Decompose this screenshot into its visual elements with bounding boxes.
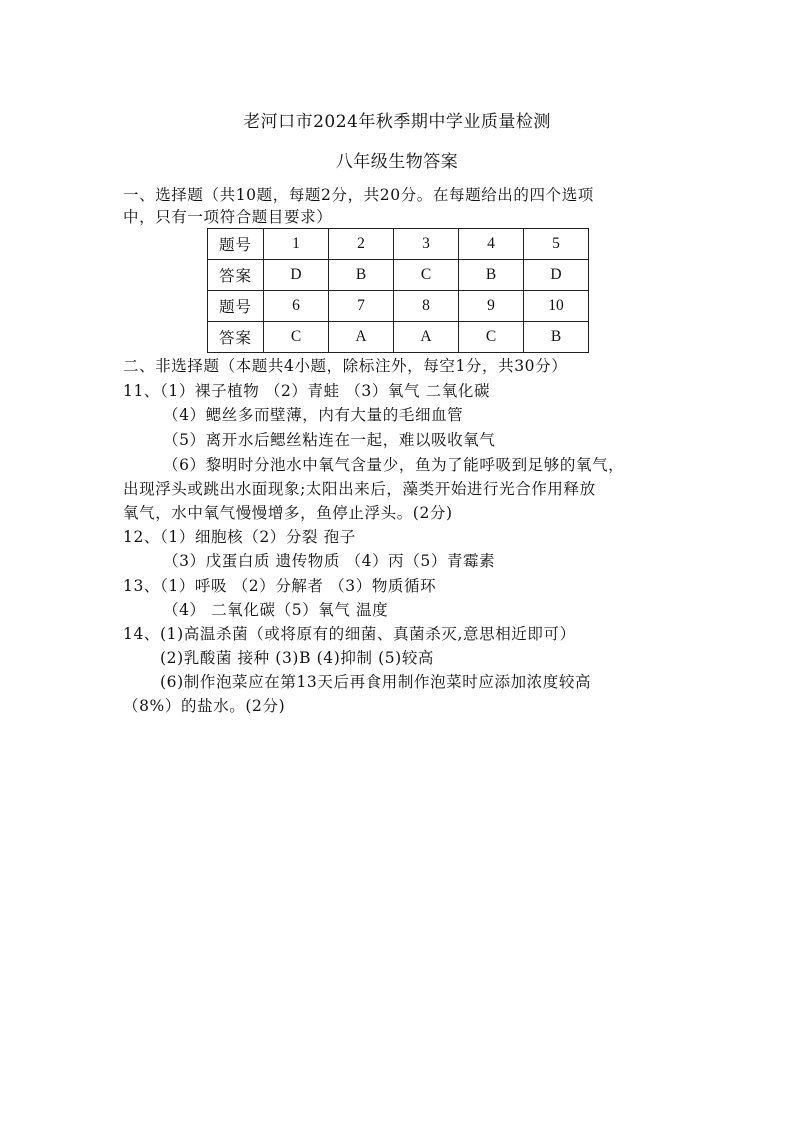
table-row xyxy=(208,229,589,260)
table-cell: B xyxy=(524,322,589,353)
table-cell: 7 xyxy=(329,291,394,322)
answer-line-14-1: 14、(1)高温杀菌（或将原有的细菌、真菌杀灭,意思相近即可） xyxy=(123,625,576,643)
table-cell: 3 xyxy=(394,229,459,260)
table-row xyxy=(208,291,589,322)
row-label: 答案 xyxy=(208,322,264,353)
table-cell: 6 xyxy=(264,291,329,322)
table-cell: 4 xyxy=(459,229,524,260)
section1-heading-line2: 中，只有一项符合题目要求） xyxy=(123,208,333,226)
answer-line-13-1: 13、（1）呼吸 （2）分解者 （3）物质循环 xyxy=(123,577,437,595)
table-cell: D xyxy=(524,260,589,291)
row-label: 答案 xyxy=(208,260,264,291)
table-cell: 1 xyxy=(264,229,329,260)
answer-line-14-6: (6)制作泡菜应在第13天后再食用制作泡菜时应添加浓度较高 xyxy=(160,673,592,691)
answer-line-14-6-cont: （8%）的盐水。(2分) xyxy=(123,697,286,715)
section1-heading-line1: 一、选择题（共10题，每题2分，共20分。在每题给出的四个选项 xyxy=(123,186,594,204)
section2-heading: 二、非选择题（本题共4小题，除标注外，每空1分，共30分） xyxy=(123,357,568,375)
table-cell: C xyxy=(394,260,459,291)
answer-line-11-6-cont2: 氧气，水中氧气慢慢增多，鱼停止浮头。(2分) xyxy=(123,504,453,522)
table-cell: D xyxy=(264,260,329,291)
answer-line-12-3: （3）戊蛋白质 遗传物质 （4）丙（5）青霉素 xyxy=(163,552,496,570)
table-cell: 2 xyxy=(329,229,394,260)
document-title: 老河口市2024年秋季期中学业质量检测 xyxy=(243,112,551,132)
answer-line-12-1: 12、（1）细胞核（2）分裂 孢子 xyxy=(123,528,356,546)
table-cell: 5 xyxy=(524,229,589,260)
table-cell: A xyxy=(329,322,394,353)
table-row xyxy=(208,260,589,291)
table-cell: 10 xyxy=(524,291,589,322)
table-cell: B xyxy=(329,260,394,291)
answer-line-13-4: （4） 二氧化碳（5）氧气 温度 xyxy=(163,601,389,619)
answer-table xyxy=(207,228,589,353)
answer-line-11-4: （4）鳃丝多而壁薄，内有大量的毛细血管 xyxy=(163,406,464,424)
row-label: 题号 xyxy=(208,229,264,260)
answer-line-11-5: （5）离开水后鳃丝粘连在一起，难以吸收氧气 xyxy=(163,431,496,449)
table-cell: 8 xyxy=(394,291,459,322)
answer-line-11-6: （6）黎明时分池水中氧气含量少，鱼为了能呼吸到足够的氧气， xyxy=(163,456,625,474)
row-label: 题号 xyxy=(208,291,264,322)
answer-line-11-1: 11、（1）裸子植物 （2）青蛙 （3）氧气 二氧化碳 xyxy=(123,382,491,400)
table-cell: C xyxy=(459,322,524,353)
table-row xyxy=(208,322,589,353)
table-cell: C xyxy=(264,322,329,353)
table-cell: A xyxy=(394,322,459,353)
answer-line-11-6-cont1: 出现浮头或跳出水面现象;太阳出来后，藻类开始进行光合作用释放 xyxy=(123,480,596,498)
document-subtitle: 八年级生物答案 xyxy=(335,152,459,172)
table-cell: B xyxy=(459,260,524,291)
table-cell: 9 xyxy=(459,291,524,322)
answer-line-14-2: (2)乳酸菌 接种 (3)B (4)抑制 (5)较高 xyxy=(160,649,435,667)
